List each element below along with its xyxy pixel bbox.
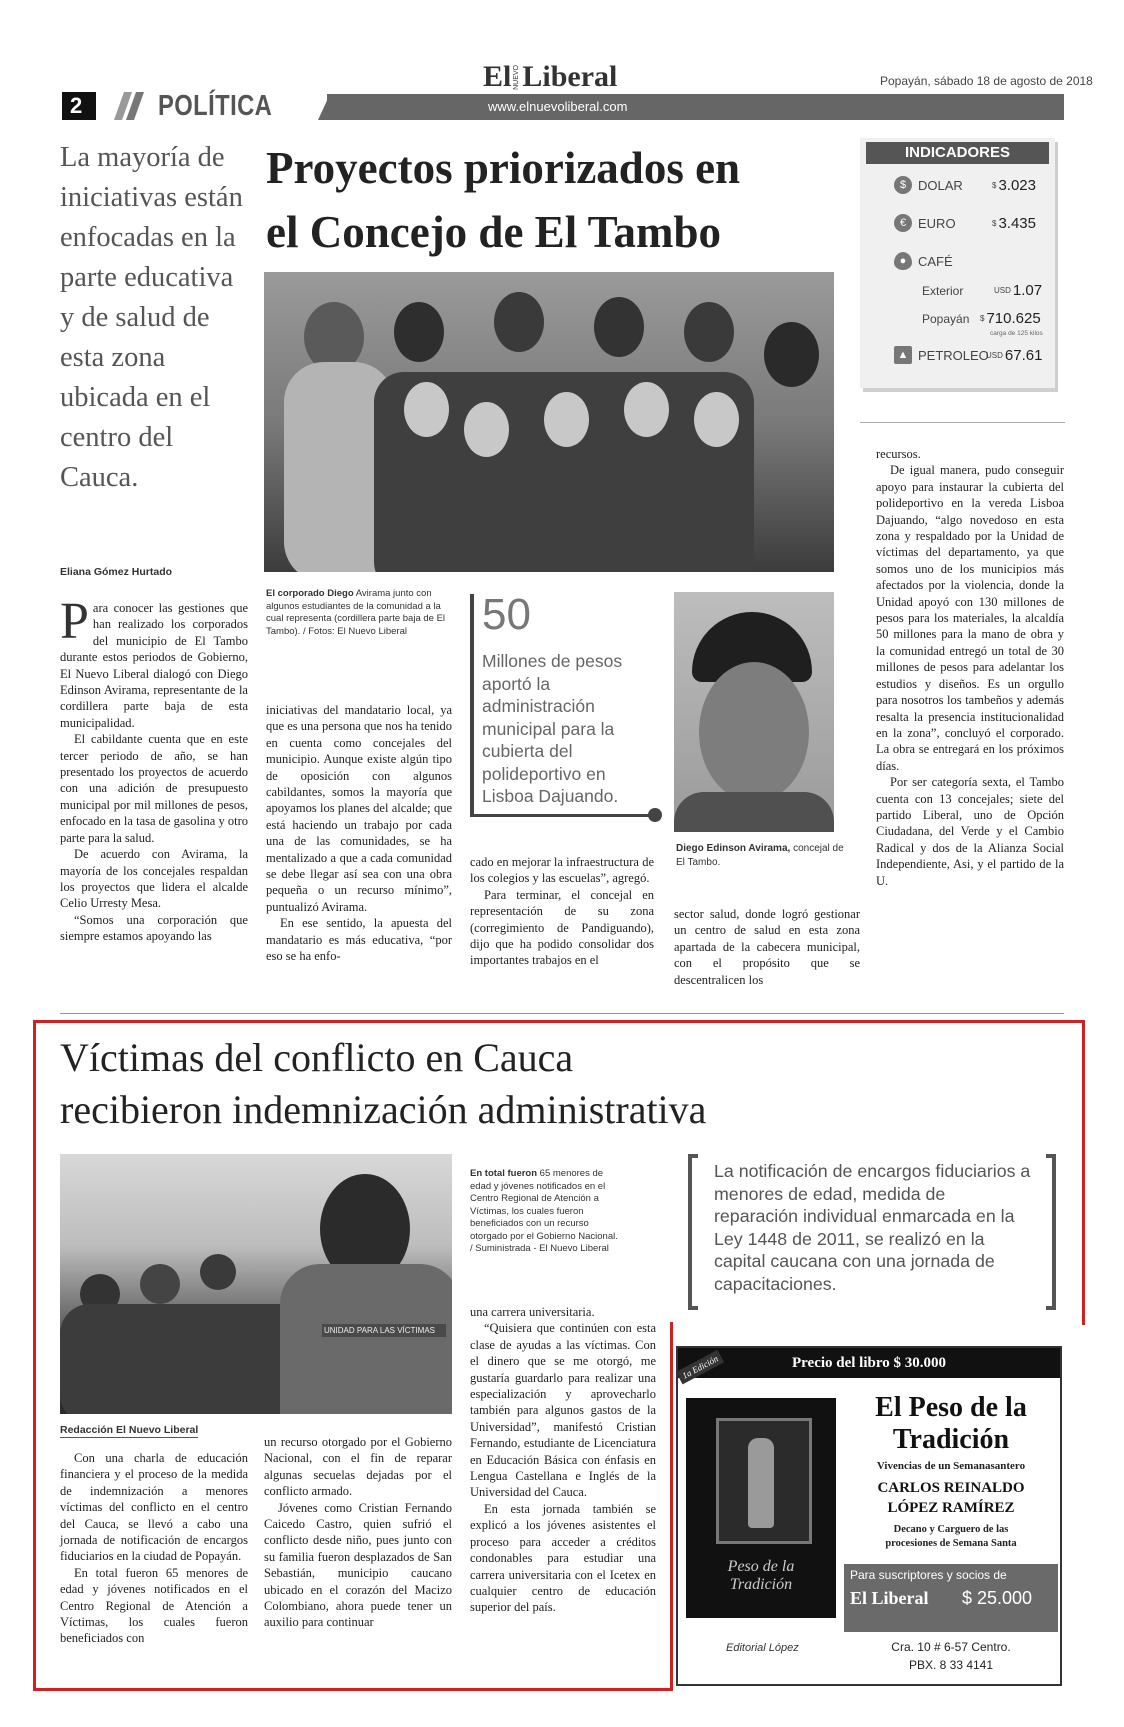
article2-col2-p2: Jóvenes como Cristian Fernando Caicedo Castro, quien sufrió el conflicto desde niño, pues junto con su familia fueron desplazados de San Sebastián, municipio caucano ubicado en el corazón del Macizo Colombiano, ahora puede tener un auxilio para continuar [264,1500,452,1630]
ad-sub-price: $ 25.000 [962,1588,1033,1608]
portrait-caption-bold: Diego Edinson Avirama, [676,843,791,854]
pull-quote: La mayoría de iniciativas están enfocadas en la parte educativa y de salud de esta zona ubicada en el centro del Cauca. [60,142,243,493]
masthead-logo [483,60,617,94]
photo-caption-text: Avirama junto con algunos estudiantes de la comunidad a la cual representa (cordillera parte baja de El Tambo). / Fotos: El Nuevo Liberal [266,588,446,637]
ad-subtitle: Vivencias de un Semanasantero [876,1460,1026,1472]
article2-photo-caption-text: 65 menores de edad y jóvenes notificados en el Centro Regional de Atención a Víctimas, los cuales fueron beneficiados con un recurso otorgado por el Gobierno Nacional. / Suministrada - El Nuevo Liberal [470,1168,618,1254]
petroleo-sym: USD [986,350,1003,360]
article1-col2-p1: iniciativas del mandatario local, ya que es una persona que nos ha tenido en cuenta como concejales del municipio. Aunque existe algún tipo de oposición con algunos cabildantes, somos la mayoría que apoyamos los planes del alcalde; que está haciendo un trabajo por cada una de las comunidades, se ha mentalizado a que a cada comunidad se debe llegar así sea con una obra pequeña o un recurso mínimo”, puntualizó Avirama. [266,703,452,914]
ad-subscribers: Para suscriptores y socios de [850,1568,1007,1582]
exterior-value: 1.07 [1012,282,1043,299]
portrait-caption-text: concejal de El Tambo. [676,843,844,868]
dolar-sym: $ [992,180,997,190]
article1-col5-p2: De igual manera, pudo conseguir apoyo para instaurar la cubierta del polideportivo en la vereda Lisboa Dajuando, “algo novedoso en esta zona y respaldado por la Unidad de víctimas del departamento, ya que somos uno de los municipios más afectados por la violencia, donde la Unidad apoyó con 130 millones de pesos para los materiales, la alcaldía 50 millones para la mano de obra y la comunidad entregó un total de 30 millones de pesos para adelantar los estudios y diseños. Es un orgullo para nosotros los tambeños y además resalta la presencia institucionalidad en la zona”, concluyó el corporado. La obra se entregará en los próximos días. [876,463,1064,773]
ad-author-role-line-2: procesiones de Semana Santa [885,1538,1017,1549]
header-bar [327,94,1064,120]
article2-photo [60,1154,452,1414]
vest-text: UNIDAD PARA LAS VÍCTIMAS [322,1324,446,1337]
section-divider [60,1013,1064,1014]
oil-rig-icon: ▲ [894,346,912,364]
exterior-label: Exterior [922,283,964,298]
ad-price-banner: Precio del libro $ 30.000 [678,1348,1060,1378]
article1-col1-p1: ara conocer las gestiones que han realizado los corporados del municipio de El Tambo durante estos periodos de Gobierno, El Nuevo Liberal dialogó con Diego Edinson Avirama, representante de la cordillera parte baja de esta municipalidad. [60,601,248,730]
photo-caption [266,588,456,638]
logo-liberal: Liberal [522,60,618,93]
article2-col2-p1: un recurso otorgado por el Gobierno Nacional, con el fin de reparar algunas secuelas dejadas por el conflicto armado. [264,1435,452,1499]
ad-address: Cra. 10 # 6-57 Centro. [891,1640,1011,1654]
portrait-caption [676,842,846,870]
section-title: POLÍTICA [158,90,273,122]
ad-title-line-1: El Peso de la [875,1392,1027,1423]
ad-subscriber-box [844,1564,1058,1632]
article1-column-3 [470,854,654,969]
left-bracket [688,1154,698,1310]
indicators-title: INDICADORES [866,142,1049,164]
logo-nuevo: NUEVO [513,64,521,90]
ad-author-role-line-1: Decano y Carguero de las [893,1524,1009,1535]
article2-headline-line-2: recibieron indemnización administrativa [60,1087,707,1132]
stat-box [470,590,656,820]
article1-column-2 [266,702,452,965]
portrait-photo [674,592,834,832]
article1-col2-p2: En ese sentido, la apuesta del mandatario es más educativa, “por eso se ha enfo- [266,916,452,964]
group-photo [264,272,834,572]
ad-phone: PBX. 8 33 4141 [908,1658,994,1672]
headline-line-1: Proyectos priorizados en [266,143,741,193]
popayan-label: Popayán [922,311,970,326]
ad-author-line-2: LÓPEZ RAMÍREZ [887,1500,1015,1516]
headline-line-2: el Concejo de El Tambo [266,207,722,257]
article1-col4-p1: sector salud, donde logró gestionar un centro de salud en esta zona apartada de la cabecera municipal, con el propósito que se descentralicen los [674,907,860,987]
article2-column-2 [264,1434,452,1631]
petroleo-value: 67.61 [1004,346,1043,364]
article1-col1-p3: De acuerdo con Avirama, la mayoría de los concejales respaldan los proyectos que lidera el alcalde Celio Urresty Mesa. [60,847,248,911]
ad-title-line-2: Tradición [892,1424,1010,1455]
article2-col3-p3: En esta jornada también se explicó a los jóvenes asistentes el proceso para acceder a créditos condonables para estudiar una carrera universitaria con el Icetex en cualquier centro de educación superior del país. [470,1501,656,1615]
article1-col5-p1: recursos. [876,447,921,461]
photo-caption-bold: El corporado Diego [266,588,354,599]
article1-col5-p3: Por ser categoría sexta, el Tambo cuenta con 13 concejales; siete del partido Liberal, uno de Opción Ciudadana, del Verde y el Cambio Radical y dos de la Alianza Social Independiente, Asi, y el partido de la U. [876,775,1064,888]
popayan-sym: $ [980,314,985,323]
article2-col3-p2: “Quisiera que continúen con esta clase de ayudas a las víctimas. Con el dinero que se me otorgó, me gustaría guardarlo para realizar una especialización y aprovecharlo también para algunos gastos de la Universidad”, manifestó Cristian Fernando, estudiante de Licenciatura en Educación Básica con énfasis en Lengua Castellana e Inglés de la Universidad del Cauca. [470,1321,656,1500]
indicators-box [860,138,1055,388]
dolar-value: 3.023 [998,176,1036,194]
stat-vertical-rule [470,594,474,816]
dateline: Popayán, sábado 18 de agosto de 2018 [880,74,1093,88]
article1-col3-p1: cado en mejorar la infraestructura de los colegios y las escuelas”, agregó. [470,855,654,886]
stat-text: Millones de pesos aportó la administración municipal para la cubierta del polideportivo en Lisboa Dajuando. [482,651,623,806]
ad-edition-tag: 1a Edición [676,1350,724,1385]
article2-photo-caption [470,1168,620,1256]
stat-dot [648,808,662,822]
indicators-divider [860,422,1065,423]
dollar-coin-icon: $ [894,176,912,194]
cover-statue-icon [748,1438,774,1528]
dolar-label: DOLAR [918,177,963,193]
article1-column-4 [674,906,860,988]
article1-col1-p2: El cabildante cuenta que en este tercer periodo de año, se han presentado los proyectos de acuerdo con una adición de presupuesto municipal por mil millones de pesos, enfocado en la tasa de gasolina y otro parte para la salud. [60,732,248,845]
popayan-value: 710.625 [986,310,1041,327]
byline: Eliana Gómez Hurtado [60,566,173,578]
stat-number: 50 [482,590,531,639]
article2-pull-quote: La notificación de encargos fiduciarios a menores de edad, medida de reparación individual enmarcada en la Ley 1448 de 2011, se realizó en la capital caucana con una jornada de capacitaciones. [714,1161,1031,1294]
ad-publisher: Editorial López [726,1642,799,1654]
euro-sym: $ [992,218,997,228]
book-ad[interactable] [676,1346,1062,1686]
euro-value: 3.435 [998,214,1036,232]
ad-cover-title: Peso de la Tradición [727,1558,795,1593]
article1-col1-p4: “Somos una corporación que siempre estamos apoyando las [60,912,248,944]
euro-coin-icon: € [894,214,912,232]
article2-pull-quote-box [688,1154,1056,1312]
section-slashes [104,92,152,120]
article2-col1-p2: En total fueron 65 menores de edad y jóvenes notificados en el Centro Regional de Atención a Víctimas, los cuales fueron beneficiados con [60,1565,248,1646]
article2-column-3 [470,1304,656,1616]
logo-el: El [483,60,512,93]
petroleo-label: PETROLEO [918,347,989,363]
article1-column-1 [60,593,248,945]
article1-column-5 [876,446,1064,889]
page-number: 2 [62,92,96,120]
article2-byline: Redacción El Nuevo Liberal [60,1424,199,1436]
article2-column-1 [60,1450,248,1647]
exterior-sym: USD [994,286,1011,295]
article2-headline-line-1: Víctimas del conflicto en Cauca [60,1035,574,1080]
article2-highlight-border-right [1082,1320,1085,1323]
cafe-label: CAFÉ [918,253,953,269]
coffee-bean-icon: ● [894,252,912,270]
website[interactable]: www.elnuevoliberal.com [488,99,628,114]
ad-author-line-1: CARLOS REINALDO [877,1480,1025,1496]
ad-sub-logo: El Liberal [850,1588,929,1608]
right-bracket [1046,1154,1056,1310]
euro-label: EURO [918,215,956,231]
article2-photo-caption-bold: En total fueron [470,1168,538,1179]
article1-col3-p2: Para terminar, el concejal en representación de su zona (corregimiento de Pandiguando), dijo que ha podido consolidar dos importantes trabajos en el [470,887,654,968]
ad-book-cover [686,1398,836,1618]
popayan-note: carga de 125 kilos [990,330,1043,337]
stat-bottom-rule [470,814,650,817]
article2-col3-p1: una carrera universitaria. [470,1305,595,1319]
article2-col1-p1: Con una charla de educación financiera y el proceso de la medida de indemnización a menores víctimas del conflicto en el centro del Cauca, se llevó a cabo una jornada de notificación de encargos fiduciarios en la ciudad de Popayán. [60,1451,248,1564]
drop-cap: P [60,593,89,650]
header-bar-notch [318,94,330,120]
